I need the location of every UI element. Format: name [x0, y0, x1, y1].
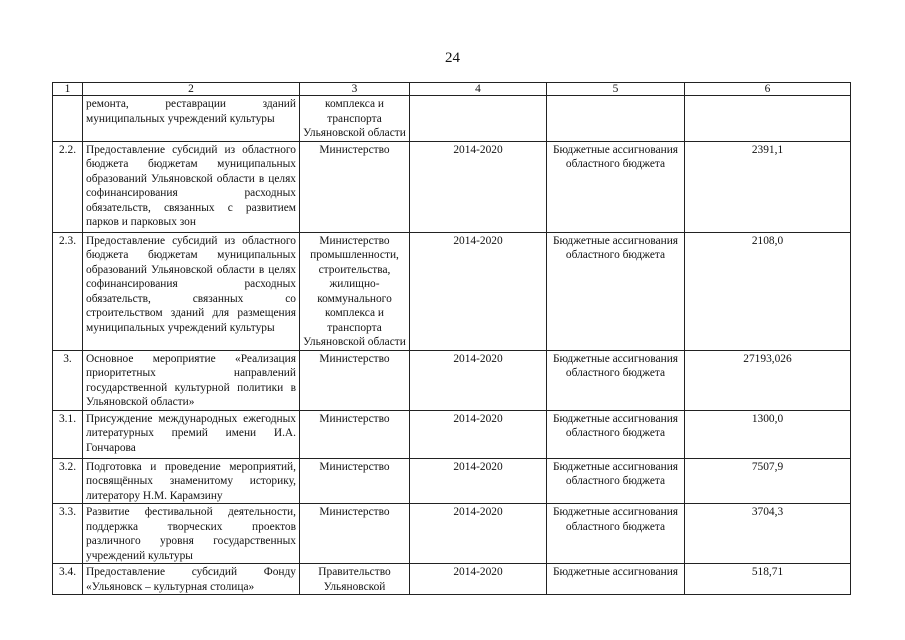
row-number: 2.2.: [53, 141, 83, 232]
funding-source: Бюджетные ассигнования областного бюджета: [547, 504, 685, 564]
page-number: 24: [445, 50, 460, 66]
row-number: 3.3.: [53, 504, 83, 564]
table-row: [53, 141, 851, 232]
funding-source: Бюджетные ассигнования: [547, 564, 685, 595]
funding-source: Бюджетные ассигнования областного бюджета: [547, 350, 685, 410]
implementation-period: 2014-2020: [410, 232, 547, 350]
responsible-executor: Министерство: [300, 458, 410, 504]
column-header: 5: [547, 83, 685, 96]
activity-description: Предоставление субсидий из областного бюджета бюджетам муниципальных образований Ульяновской области в целях софинансирования расходных обязательств, связанных с развитием парков и парковых зон: [83, 141, 300, 232]
column-header: 4: [410, 83, 547, 96]
table-header-row: [53, 83, 851, 96]
table-row: [53, 350, 851, 410]
table-row: [53, 504, 851, 564]
funding-source: Бюджетные ассигнования областного бюджета: [547, 410, 685, 458]
funding-amount: 7507,9: [685, 458, 851, 504]
funding-source: Бюджетные ассигнования областного бюджета: [547, 232, 685, 350]
table-row: [53, 410, 851, 458]
funding-amount: 518,71: [685, 564, 851, 595]
column-header: 3: [300, 83, 410, 96]
row-number: 3.: [53, 350, 83, 410]
activity-description: Основное мероприятие «Реализация приоритетных направлений государственной культурной политики в Ульяновской области»: [83, 350, 300, 410]
activity-description: ремонта, реставрации зданий муниципальных учреждений культуры: [83, 96, 300, 142]
table-row: [53, 564, 851, 595]
funding-amount: 2391,1: [685, 141, 851, 232]
responsible-executor: Правительство Ульяновской: [300, 564, 410, 595]
responsible-executor: комплекса и транспорта Ульяновской области: [300, 96, 410, 142]
responsible-executor: Министерство: [300, 410, 410, 458]
implementation-period: [410, 96, 547, 142]
row-number: [53, 96, 83, 142]
funding-source: [547, 96, 685, 142]
column-header: 1: [53, 83, 83, 96]
responsible-executor: Министерство: [300, 141, 410, 232]
column-header: 2: [83, 83, 300, 96]
implementation-period: 2014-2020: [410, 564, 547, 595]
responsible-executor: Министерство: [300, 504, 410, 564]
table-row: [53, 96, 851, 142]
funding-amount: 2108,0: [685, 232, 851, 350]
row-number: 3.4.: [53, 564, 83, 595]
implementation-period: 2014-2020: [410, 458, 547, 504]
funding-amount: 27193,026: [685, 350, 851, 410]
responsible-executor: Министерство промышленности, строительства, жилищно-коммунального комплекса и транспорта Ульяновской области: [300, 232, 410, 350]
funding-amount: 1300,0: [685, 410, 851, 458]
table-row: [53, 458, 851, 504]
program-table: [52, 82, 851, 595]
implementation-period: 2014-2020: [410, 504, 547, 564]
activity-description: Присуждение международных ежегодных литературных премий имени И.А. Гончарова: [83, 410, 300, 458]
column-header: 6: [685, 83, 851, 96]
table-row: [53, 232, 851, 350]
activity-description: Подготовка и проведение мероприятий, посвящённых знаменитому историку, литератору Н.М. Карамзину: [83, 458, 300, 504]
funding-source: Бюджетные ассигнования областного бюджета: [547, 141, 685, 232]
funding-source: Бюджетные ассигнования областного бюджета: [547, 458, 685, 504]
row-number: 2.3.: [53, 232, 83, 350]
activity-description: Развитие фестивальной деятельности, поддержка творческих проектов различного уровня государственных учреждений культуры: [83, 504, 300, 564]
row-number: 3.1.: [53, 410, 83, 458]
implementation-period: 2014-2020: [410, 350, 547, 410]
activity-description: Предоставление субсидий Фонду «Ульяновск – культурная столица»: [83, 564, 300, 595]
funding-amount: [685, 96, 851, 142]
implementation-period: 2014-2020: [410, 410, 547, 458]
responsible-executor: Министерство: [300, 350, 410, 410]
funding-amount: 3704,3: [685, 504, 851, 564]
implementation-period: 2014-2020: [410, 141, 547, 232]
activity-description: Предоставление субсидий из областного бюджета бюджетам муниципальных образований Ульяновской области в целях софинансирования расходных обязательств, связанных со строительством зданий для размещения муниципальных учреждений культуры: [83, 232, 300, 350]
row-number: 3.2.: [53, 458, 83, 504]
